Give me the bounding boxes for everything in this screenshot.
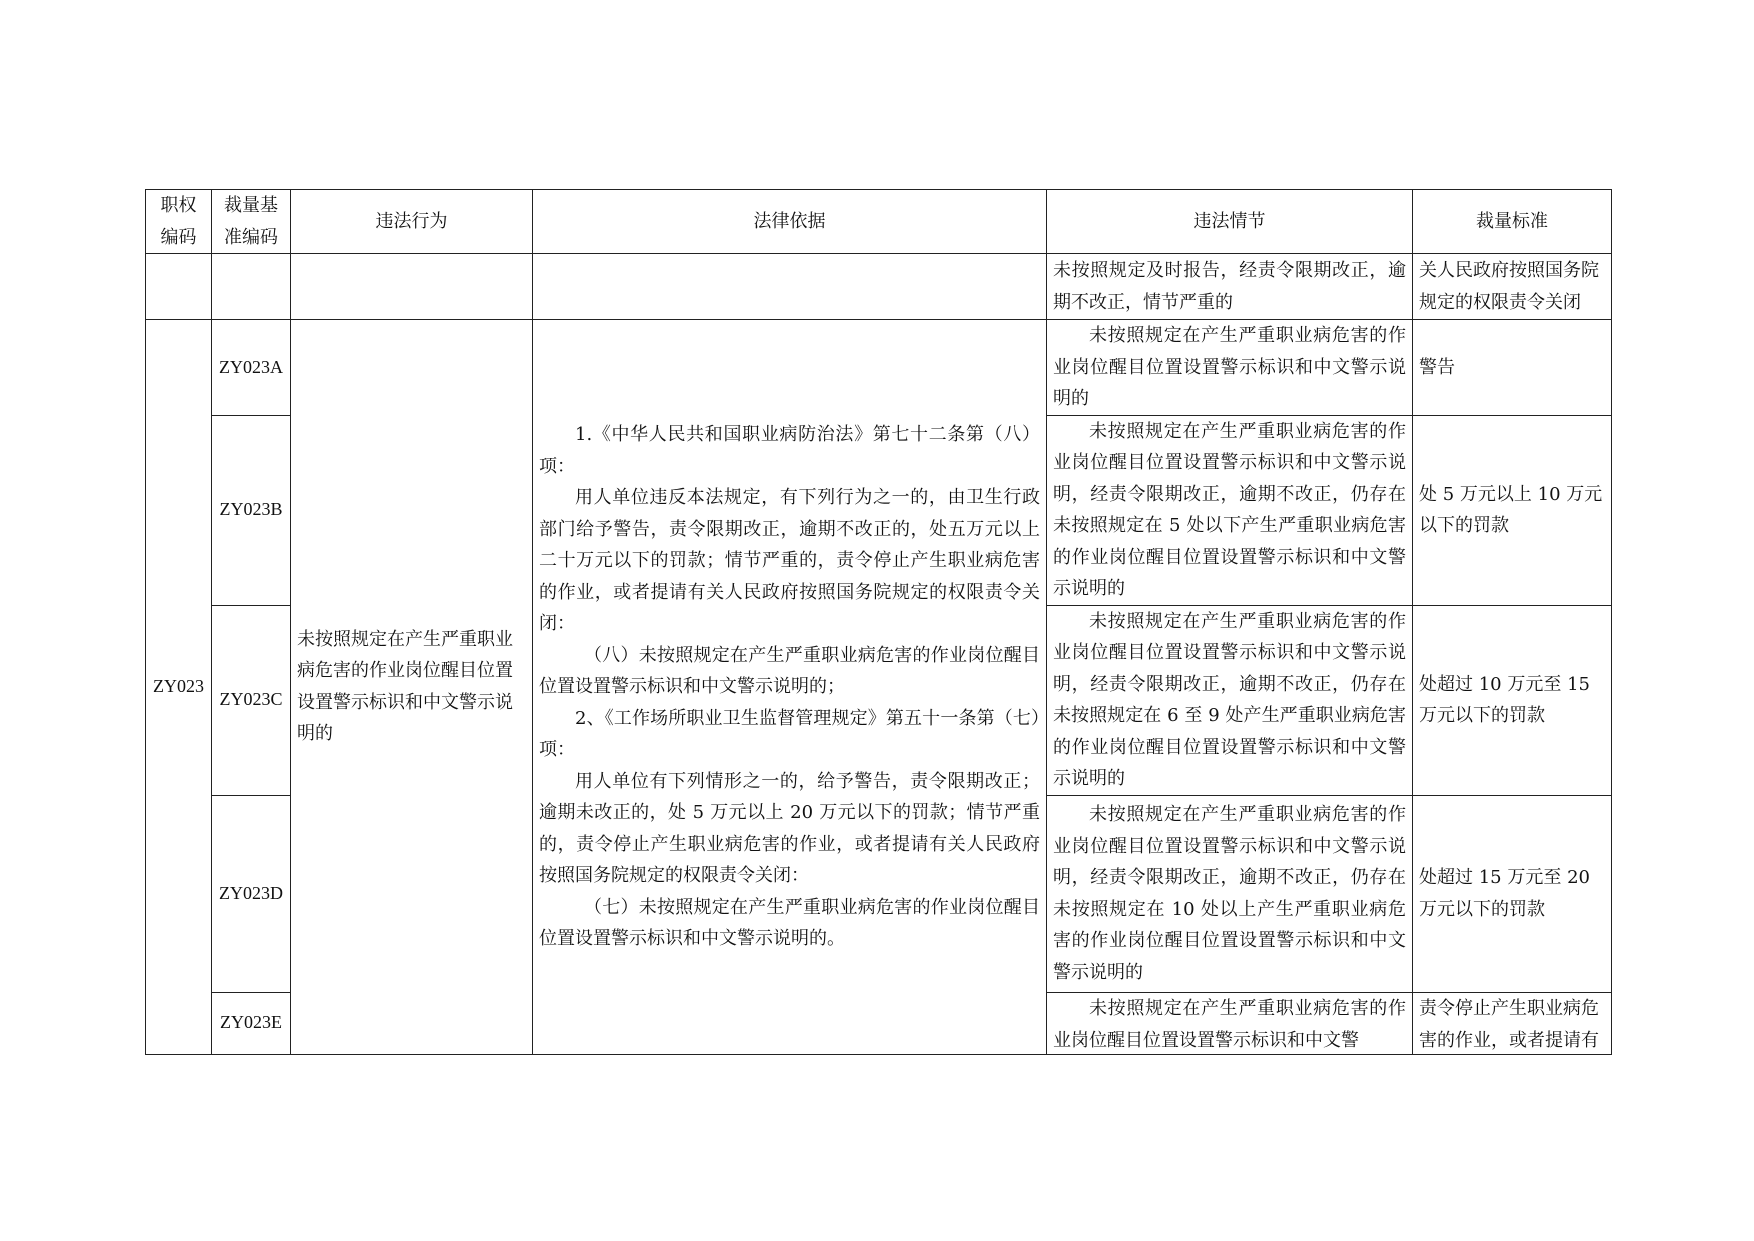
circumstance-text: 未按照规定在产生严重职业病危害的作业岗位醒目位置设置警示标识和中文警 [1053,998,1406,1051]
circumstance-text: 未按照规定在产生严重职业病危害的作业岗位醒目位置设置警示标识和中文警示说明的 [1047,320,1413,416]
violation-description: 未按照规定在产生严重职业病危害的作业岗位醒目位置设置警示标识和中文警示说明的 [291,320,533,1055]
empty-cell [146,254,212,320]
table-row [146,320,1612,416]
basis-paragraph: 用人单位违反本法规定，有下列行为之一的，由卫生行政部门给予警告，责令限期改正，逾期不改正的，处五万元以上二十万元以下的罚款；情节严重的，责令停止产生职业病危害的作业，或者提请有关人民政府按照国务院规定的权限责令关闭： [539,487,1040,634]
continued-row [146,254,1612,320]
header-benchmark-code: 裁量基准编码 [212,190,291,254]
header-standard: 裁量标准 [1413,190,1612,254]
benchmark-code: ZY023C [212,605,291,795]
circumstance-text-truncated [1047,992,1413,1054]
benchmark-code: ZY023D [212,795,291,992]
continued-standard: 关人民政府按照国务院规定的权限责令关闭 [1413,254,1612,320]
standard-text-truncated [1413,992,1612,1054]
basis-paragraph: 2、《工作场所职业卫生监督管理规定》第五十一条第（七）项： [539,707,1040,760]
standard-text: 处 5 万元以上 10 万元以下的罚款 [1413,415,1612,605]
circumstance-text: 未按照规定在产生严重职业病危害的作业岗位醒目位置设置警示标识和中文警示说明，经责令限期改正，逾期不改正，仍存在未按照规定在 6 至 9 处产生严重职业病危害的作业岗位醒目位置设置警示标识和中文警示说明的 [1047,605,1413,795]
circumstance-text: 未按照规定在产生严重职业病危害的作业岗位醒目位置设置警示标识和中文警示说明，经责令限期改正，逾期不改正，仍存在未按照规定在 5 处以下产生严重职业病危害的作业岗位醒目位置设置警示标识和中文警示说明的 [1047,415,1413,605]
basis-paragraph: （七）未按照规定在产生严重职业病危害的作业岗位醒目位置设置警示标识和中文警示说明的。 [539,896,1040,949]
standard-text: 处超过 10 万元至 15 万元以下的罚款 [1413,605,1612,795]
circumstance-text: 未按照规定在产生严重职业病危害的作业岗位醒目位置设置警示标识和中文警示说明，经责令限期改正，逾期不改正，仍存在未按照规定在 10 处以上产生严重职业病危害的作业岗位醒目位置设置警示标识和中文警示说明的 [1047,795,1413,992]
basis-paragraph: （八）未按照规定在产生严重职业病危害的作业岗位醒目位置设置警示标识和中文警示说明的； [539,644,1040,697]
standard-text: 处超过 15 万元至 20 万元以下的罚款 [1413,795,1612,992]
benchmark-code: ZY023B [212,415,291,605]
header-circumstance: 违法情节 [1047,190,1413,254]
authority-code: ZY023 [146,320,212,1055]
header-row [146,190,1612,254]
empty-cell [291,254,533,320]
discretion-table [145,189,1612,1055]
standard-text: 责令停止产生职业病危害的作业，或者提请有 [1419,998,1599,1051]
header-violation: 违法行为 [291,190,533,254]
benchmark-code: ZY023E [212,992,291,1054]
header-authority-code: 职权编码 [146,190,212,254]
empty-cell [212,254,291,320]
basis-paragraph: 1.《中华人民共和国职业病防治法》第七十二条第（八）项： [539,424,1040,477]
benchmark-code: ZY023A [212,320,291,416]
header-legal-basis: 法律依据 [533,190,1047,254]
basis-paragraph: 用人单位有下列情形之一的，给予警告，责令限期改正；逾期未改正的，处 5 万元以上 20 万元以下的罚款；情节严重的，责令停止产生职业病危害的作业，或者提请有关人民政府按照国务院规定的权限责令关闭： [539,770,1040,886]
standard-text: 警告 [1413,320,1612,416]
continued-circumstance: 未按照规定及时报告，经责令限期改正，逾期不改正，情节严重的 [1047,254,1413,320]
legal-basis [533,320,1047,1055]
empty-cell [533,254,1047,320]
